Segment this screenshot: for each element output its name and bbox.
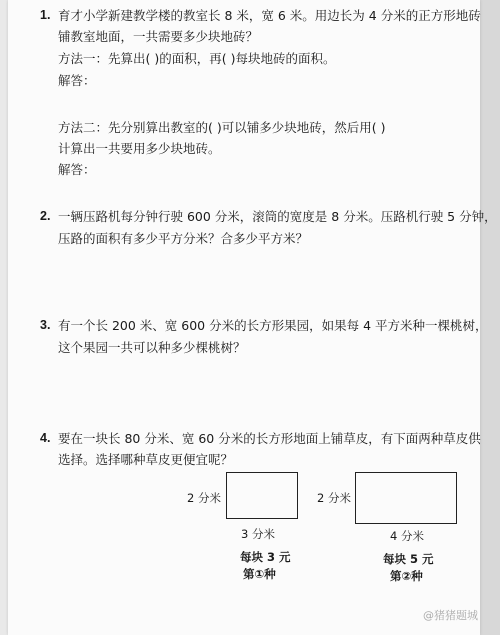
q4-number: 4. bbox=[40, 431, 51, 445]
q1-method2-line2: 计算出一共要用多少块地砖。 bbox=[58, 141, 221, 156]
q4-text-line2: 选择。选择哪种草皮更便宜呢？ bbox=[58, 452, 234, 467]
turf-option1-price: 每块 3 元 bbox=[240, 550, 291, 564]
q1-method1: 方法一：先算出( )的面积，再( )每块地砖的面积。 bbox=[58, 51, 336, 66]
q3-text-line1: 有一个长 200 米、宽 600 分米的长方形果园，如果每 4 平方米种一棵桃树， bbox=[58, 318, 488, 333]
q1-text-line2: 铺教室地面，一共需要多少块地砖？ bbox=[58, 29, 259, 44]
q1-number: 1. bbox=[40, 8, 51, 22]
q4-text-line1: 要在一块长 80 分米、宽 60 分米的长方形地面上铺草皮，有下面两种草皮供 bbox=[58, 431, 481, 446]
q3-text-line2: 这个果园一共可以种多少棵桃树？ bbox=[58, 340, 246, 355]
turf-option2-width-label: 4 分米 bbox=[390, 529, 424, 543]
turf-option2-price: 每块 5 元 bbox=[383, 552, 434, 566]
q1-answer2-label: 解答： bbox=[58, 162, 96, 177]
turf-option2-name: 第②种 bbox=[390, 569, 423, 583]
q3-number: 3. bbox=[40, 318, 51, 332]
turf-option1-rectangle bbox=[226, 472, 298, 519]
turf-option1-height-label: 2 分米 bbox=[187, 491, 221, 505]
q2-text-line1: 一辆压路机每分钟行驶 600 分米，滚筒的宽度是 8 分米。压路机行驶 5 分钟， bbox=[58, 209, 497, 224]
q2-text-line2: 压路的面积有多少平方分米？合多少平方米？ bbox=[58, 231, 309, 246]
q1-answer1-label: 解答： bbox=[58, 73, 96, 88]
turf-option1-name: 第①种 bbox=[243, 567, 276, 581]
q2-number: 2. bbox=[40, 209, 51, 223]
turf-option1-width-label: 3 分米 bbox=[241, 527, 275, 541]
q1-text-line1: 育才小学新建教学楼的教室长 8 米，宽 6 米。用边长为 4 分米的正方形地砖 bbox=[58, 8, 481, 23]
q1-method2-line1: 方法二：先分别算出教室的( )可以铺多少块地砖，然后用( ) bbox=[58, 120, 386, 135]
turf-option2-height-label: 2 分米 bbox=[317, 491, 351, 505]
turf-option2-rectangle bbox=[355, 472, 457, 524]
watermark-text: @猪猪题城 bbox=[423, 609, 478, 622]
